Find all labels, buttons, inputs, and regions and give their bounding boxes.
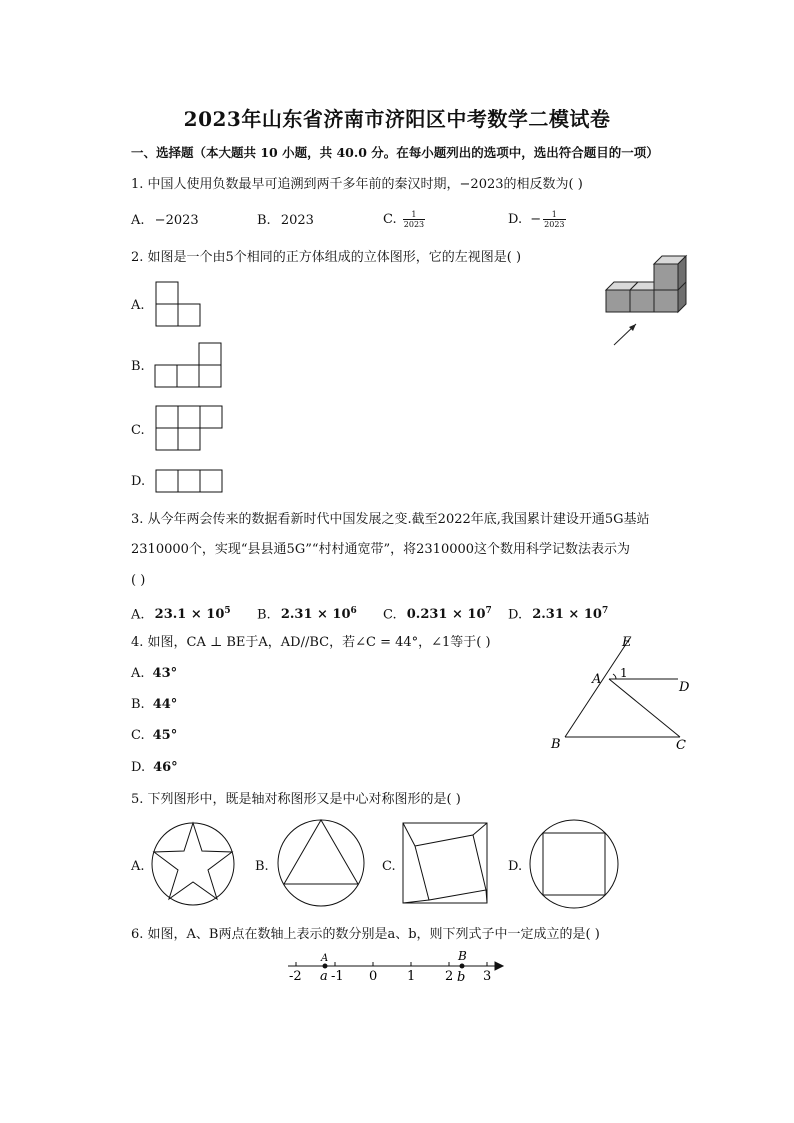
q3-option-c-exp: 7 [485, 606, 492, 616]
q4-label-a: A [592, 672, 602, 687]
q1-option-d[interactable] [508, 210, 568, 229]
q1-option-b[interactable] [257, 212, 314, 230]
q4-option-c[interactable] [131, 727, 177, 745]
q4-label-b: B [551, 737, 561, 752]
q5-option-d-label[interactable]: D. [508, 859, 523, 874]
question-6-stem: 6. 如图，A、B两点在数轴上表示的数分别是a、b，则下列式子中一定成立的是( ) [131, 927, 600, 942]
q4-option-b-label: B. [131, 697, 145, 712]
q3-option-a-exp: 5 [224, 606, 231, 616]
q1-d-numerator: 1 [543, 210, 565, 220]
q2-option-b-figure [154, 341, 226, 389]
q1-option-c[interactable] [383, 210, 427, 229]
q3-option-b-exp: 6 [350, 606, 357, 616]
q1-d-sign: − [530, 212, 542, 227]
axis-tick-2: 2 [445, 969, 454, 984]
q2-option-c-label[interactable]: C. [131, 423, 145, 438]
q4-option-b[interactable] [131, 696, 177, 714]
q3-option-d-exp: 7 [601, 606, 609, 616]
q1-d-denominator: 2023 [544, 220, 565, 229]
q1-c-denominator: 2023 [403, 220, 425, 229]
q5-option-c-figure [402, 822, 488, 904]
q4-label-c: C [676, 738, 686, 753]
q3-option-b-base: 2.31 × 10 [280, 607, 351, 623]
q5-option-a-label[interactable]: A. [131, 859, 145, 874]
q4-label-e: E [622, 635, 632, 650]
question-5-stem: 5. 下列图形中，既是轴对称图形又是中心对称图形的是( ) [131, 792, 461, 807]
axis-var-a: a [320, 969, 328, 984]
q5-option-d-figure [528, 818, 620, 910]
q4-label-angle-1: 1 [620, 666, 628, 680]
q2-solid-figure [600, 250, 700, 350]
q2-option-a-label[interactable]: A. [131, 298, 145, 313]
q4-option-a[interactable] [131, 665, 177, 683]
q4-option-d[interactable] [131, 759, 178, 777]
q4-option-b-value: 44° [152, 697, 178, 712]
question-2-stem: 2. 如图是一个由5个相同的正方体组成的立体图形，它的左视图是( ) [131, 250, 522, 265]
question-3-stem-line3: ( ) [131, 573, 146, 588]
q3-option-d-label: D. [508, 607, 523, 623]
q4-option-a-value: 43° [152, 666, 178, 681]
q4-option-d-value: 46° [153, 760, 178, 775]
q3-option-a[interactable] [131, 602, 231, 624]
q2-option-b-label[interactable]: B. [131, 359, 145, 374]
q1-option-b-value: 2023 [280, 213, 314, 228]
question-4-stem: 4. 如图，CA ⊥ BE于A，AD//BC，若∠C = 44°，∠1等于( ) [131, 635, 491, 650]
q5-option-a-figure [150, 820, 236, 906]
q3-option-c[interactable] [383, 602, 492, 624]
q2-option-c-figure [155, 405, 227, 453]
q3-option-b[interactable] [257, 602, 357, 624]
q3-option-c-base: 0.231 × 10 [406, 607, 486, 623]
section-heading: 一、选择题（本大题共 10 小题，共 40.0 分。在每小题列出的选项中，选出符合题目的一项） [131, 145, 659, 160]
q4-option-d-label: D. [131, 760, 146, 775]
q2-option-a-figure [155, 281, 203, 329]
q4-label-d: D [679, 680, 690, 695]
page-title: 2023年山东省济南市济阳区中考数学二模试卷 [183, 107, 611, 131]
q2-option-d-label[interactable]: D. [131, 474, 146, 489]
q4-option-c-value: 45° [152, 728, 178, 743]
axis-tick-1: 1 [407, 969, 416, 984]
q5-option-b-label[interactable]: B. [255, 859, 269, 874]
question-3-stem-line2: 2310000个，实现“县县通5G”“村村通宽带”，将2310000这个数用科学记数法表示为 [131, 542, 631, 557]
axis-tick-neg1: -1 [331, 969, 344, 984]
q1-option-a-value: −2023 [154, 213, 199, 228]
q5-option-c-label[interactable]: C. [382, 859, 396, 874]
q1-option-a-label: A. [131, 213, 145, 228]
axis-point-b-label: B [458, 949, 467, 963]
q4-geometry-figure [540, 632, 720, 757]
q3-option-a-label: A. [131, 607, 145, 623]
q5-option-b-figure [276, 818, 366, 908]
axis-var-b: b [457, 970, 466, 985]
q6-number-line [285, 945, 510, 985]
question-3-stem-line1: 3. 从今年两会传来的数据看新时代中国发展之变.截至2022年底,我国累计建设开通5G基站 [131, 512, 650, 527]
q1-option-b-label: B. [257, 213, 271, 228]
question-1-stem: 1. 中国人使用负数最早可追溯到两千多年前的秦汉时期，−2023的相反数为( ) [131, 177, 583, 192]
q3-option-d[interactable] [508, 602, 608, 624]
q1-c-numerator: 1 [403, 210, 425, 220]
q3-option-a-base: 23.1 × 10 [154, 607, 225, 623]
axis-tick-neg2: -2 [289, 969, 302, 984]
q1-option-d-label: D. [508, 212, 523, 227]
axis-tick-3: 3 [483, 969, 492, 984]
q4-option-c-label: C. [131, 728, 145, 743]
axis-tick-0: 0 [369, 969, 378, 984]
q4-option-a-label: A. [131, 666, 145, 681]
q1-option-a[interactable] [131, 212, 199, 230]
q3-option-b-label: B. [257, 607, 271, 623]
q1-option-c-label: C. [383, 212, 397, 227]
q2-option-d-figure [155, 469, 227, 495]
axis-point-a-label: A [321, 953, 329, 964]
q3-option-c-label: C. [383, 607, 397, 623]
q3-option-d-base: 2.31 × 10 [532, 607, 602, 623]
